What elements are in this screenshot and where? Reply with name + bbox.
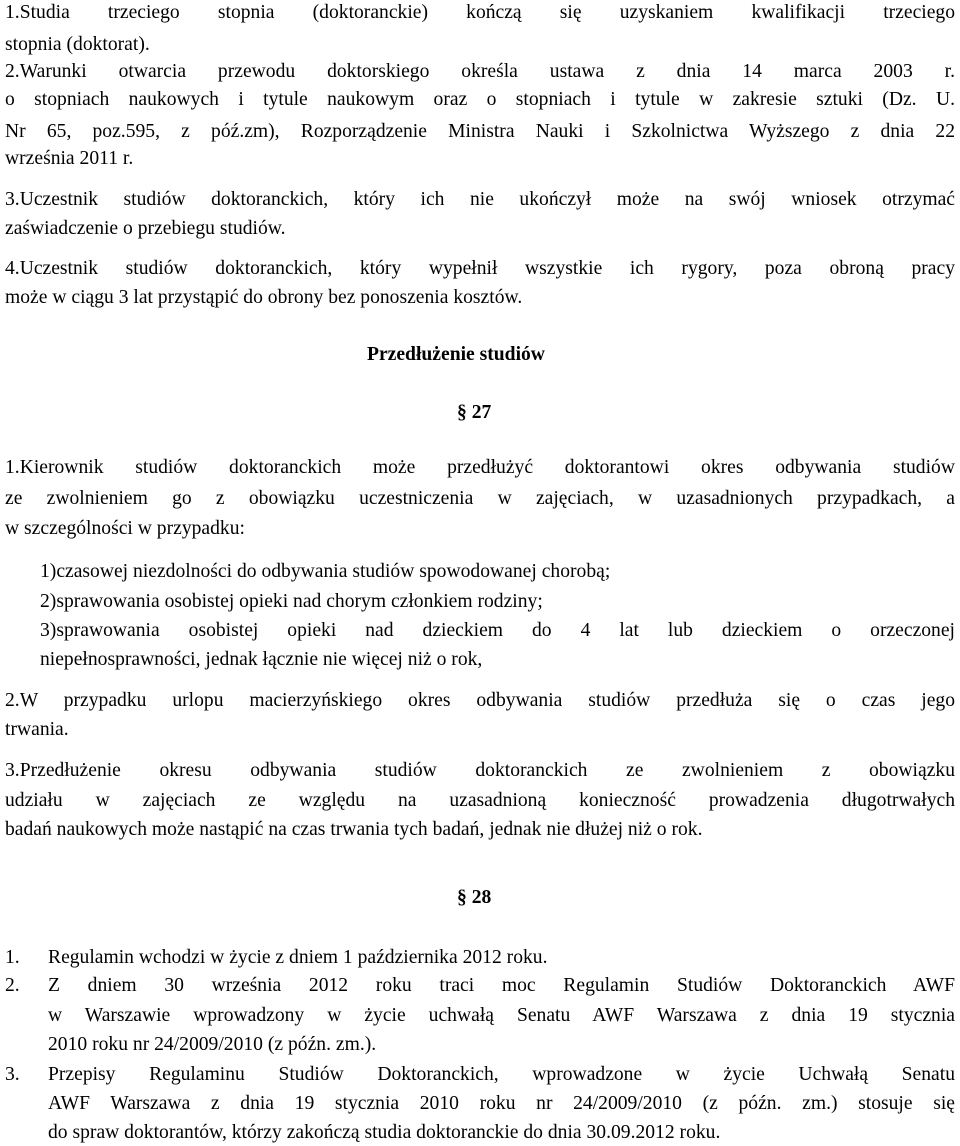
ext-case-1: 1)czasowej niezdolności do odbywania studiów spowodowanej chorobą; xyxy=(40,561,611,582)
intro-p1-line-2: stopnia (doktorat). xyxy=(5,34,150,55)
ext-case-3-line-2: niepełnosprawności, jednak łącznie nie więcej niż o rok, xyxy=(40,649,483,670)
intro-p2-line-3: Nr 65, poz.595, z póź.zm), Rozporządzenie Ministra Nauki i Szkolnictwa Wyższego z dnia 22 xyxy=(5,121,955,142)
final-item-3-number: 3. xyxy=(5,1064,20,1085)
intro-p3-line-2: zaświadczenie o przebiegu studiów. xyxy=(5,218,286,239)
final-item-2-line-3: 2010 roku nr 24/2009/2010 (z późn. zm.). xyxy=(48,1034,377,1055)
ext-p2-line-2: trwania. xyxy=(5,719,69,740)
ext-case-2: 2)sprawowania osobistej opieki nad chorym członkiem rodziny; xyxy=(40,591,543,612)
final-item-3-line-1: Przepisy Regulaminu Studiów Doktoranckich, wprowadzone w życie Uchwałą Senatu xyxy=(48,1064,955,1085)
final-item-3-line-2: AWF Warszawa z dnia 19 stycznia 2010 roku nr 24/2009/2010 (z późn. zm.) stosuje się xyxy=(48,1093,955,1114)
final-item-1-number: 1. xyxy=(5,947,20,968)
intro-p2-line-4: września 2011 r. xyxy=(5,148,134,169)
paragraph-sign-27: § 27 xyxy=(457,402,492,423)
intro-p3-line-1: 3.Uczestnik studiów doktoranckich, który ich nie ukończył może na swój wniosek otrzymać xyxy=(5,189,955,210)
intro-p1-line-1: 1.Studia trzeciego stopnia (doktoranckie) kończą się uzyskaniem kwalifikacji trzeciego xyxy=(5,2,955,23)
final-item-2-line-2: w Warszawie wprowadzony w życie uchwałą Senatu AWF Warszawa z dnia 19 stycznia xyxy=(48,1005,955,1026)
paragraph-sign-28: § 28 xyxy=(457,887,492,908)
ext-p1-line-1: 1.Kierownik studiów doktoranckich może przedłużyć doktorantowi okres odbywania studiów xyxy=(5,457,955,478)
ext-p3-line-1: 3.Przedłużenie okresu odbywania studiów doktoranckich ze zwolnieniem z obowiązku xyxy=(5,760,955,781)
ext-p3-line-3: badań naukowych może nastąpić na czas trwania tych badań, jednak nie dłużej niż o rok. xyxy=(5,819,703,840)
intro-p4-line-2: może w ciągu 3 lat przystąpić do obrony bez ponoszenia kosztów. xyxy=(5,287,523,308)
ext-p1-line-3: w szczególności w przypadku: xyxy=(5,518,245,539)
intro-p4-line-1: 4.Uczestnik studiów doktoranckich, który wypełnił wszystkie ich rygory, poza obroną pracy xyxy=(5,258,955,279)
final-item-2-number: 2. xyxy=(5,975,20,996)
section-heading: Przedłużenie studiów xyxy=(367,344,545,365)
final-item-2-line-1: Z dniem 30 września 2012 roku traci moc Regulamin Studiów Doktoranckich AWF xyxy=(48,975,955,996)
final-item-3-line-3: do spraw doktorantów, którzy zakończą studia doktoranckie do dnia 30.09.2012 roku. xyxy=(48,1122,721,1143)
ext-p3-line-2: udziału w zajęciach ze względu na uzasadnioną konieczność prowadzenia długotrwałych xyxy=(5,790,955,811)
ext-p1-line-2: ze zwolnieniem go z obowiązku uczestniczenia w zajęciach, w uzasadnionych przypadkach, a xyxy=(5,488,955,509)
final-item-1-line-1: Regulamin wchodzi w życie z dniem 1 października 2012 roku. xyxy=(48,947,548,968)
intro-p2-line-2: o stopniach naukowych i tytule naukowym oraz o stopniach i tytule w zakresie sztuki (Dz. U. xyxy=(5,89,955,110)
intro-p2-line-1: 2.Warunki otwarcia przewodu doktorskiego określa ustawa z dnia 14 marca 2003 r. xyxy=(5,61,955,82)
ext-case-3-line-1: 3)sprawowania osobistej opieki nad dzieckiem do 4 lat lub dzieckiem o orzeczonej xyxy=(40,620,955,641)
ext-p2-line-1: 2.W przypadku urlopu macierzyńskiego okres odbywania studiów przedłuża się o czas jego xyxy=(5,690,955,711)
